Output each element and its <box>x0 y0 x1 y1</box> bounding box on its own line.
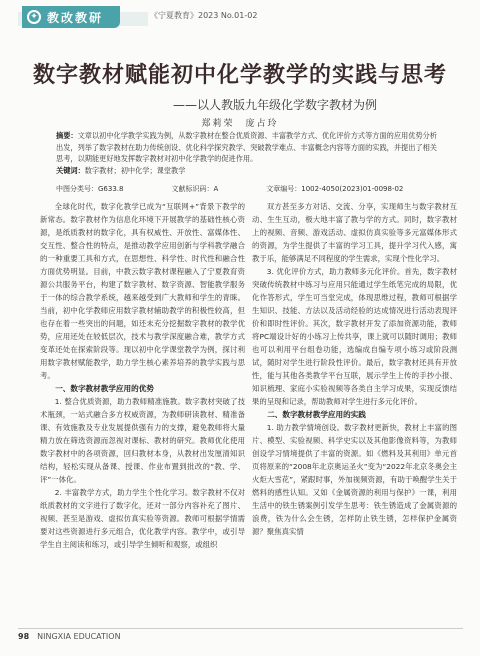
paragraph: 2. 丰富教学方式，助力学生个性化学习。数字教材不仅对纸质教材的文字进行了数字化，还对一部分内容补充了图片、视频、甚至是游戏、虚拟仿真实验等资源。教师可根据学情需要对这些资源进行多元组合，优化教学内容。教学中，或引导学生自主阅读和练习，或引导学生倾听和观察，或组织 <box>40 488 245 549</box>
journal-footer-name: NINGXIA EDUCATION <box>37 632 121 641</box>
page-number: 98 <box>18 632 30 641</box>
doc-code: 文献标识码：A <box>171 185 219 193</box>
section-heading: 二、数字教材教学应用的实践 <box>267 410 366 419</box>
abstract-label: 摘要： <box>56 131 78 140</box>
paragraph: 全球化时代，数字化教学已成为“互联网+”背景下教学的新常态。数字教材作为信息化环境下开展教学的基础性核心资源，是纸质教材的数字化，具有权威性、开放性、富媒体性、交互性、整合性的特点，是推动教学应用创新与学科教学融合的一种重要工具和方式，在思想性、科学性、时代性和融合性方面优势明显。目前，中教云数字教材课程融入了宁夏教育资源公共服务平台，构建了数字教材、数字资源、智能教学服务于一体的综合教学系统，越来越受到广大教师和学生的青睐。当前，初中化学教师应用数字教材辅助教学的积极性较高，但也存在着一些突出的问题，如还未充分挖掘数字教材的教学优势，应用还处在较低层次，技术与教学深度融合难，教学方式变革还处在探索阶段等。现以初中化学课堂教学为例，探讨利用数字教材赋能教学，助力学生核心素养培养的教学实践与思考。 <box>40 202 245 380</box>
page-footer <box>18 628 463 641</box>
body-column-right <box>252 200 457 538</box>
article-meta <box>56 184 441 194</box>
paragraph: 3. 优化评价方式，助力教师多元化评价。首先，数字教材突破传统教材中练习与应用只能通过学生纸笔完成的局限，优化作答形式，学生可当堂完成，体现思维过程，教师可根据学生知识、技能、方法以及活动经验的达成情况进行活动表现评价和即时性评价。其次，数字教材开发了添加资源功能，教师将PC端设计好的小练习上传共享，课上就可以随时调用；教师也可以利用平台组卷功能，选编成自编专项小练习或阶段测试，随时对学生进行阶段性评价。最后，数字教材还具有开放性，能与其他各类教学平台互联，展示学生上传的手抄小报、知识梳理、家庭小实验视频等各类自主学习成果，实现反馈结果的呈现和记录，帮助教师对学生进行多元化评价。 <box>252 267 457 406</box>
section-heading: 一、数字教材教学应用的优势 <box>55 384 154 393</box>
keywords-text: 数字教材；初中化学；课堂教学 <box>84 165 186 175</box>
keywords-label: 关键词： <box>56 165 85 175</box>
body-column-left <box>40 200 245 551</box>
article-subtitle: ——以人教版九年级化学数字教材为例 <box>172 98 377 112</box>
abstract-text: 文章以初中化学教学实践为例，从数字教材在整合优质资源、丰富教学方式、优化评价方式等方面的应用优势分析出发，列举了数字教材在助力传统创设、优化科学探究教学、突破教学难点、丰富概念内容等方面的实践，并提出了相关思考，以期能更好地发挥数字教材对初中化学教学的促进作用。 <box>56 131 437 163</box>
compass-icon: ✦ <box>27 10 41 24</box>
clc-number: 中图分类号：G633.8 <box>56 185 124 193</box>
paragraph: 1. 助力教学情境创设。数字教材更新快，教材上丰富的图片、模型、实验视频、科学史实以及其他影像资料等，为教师创设学习情境提供了丰富的资源。如《燃料及其利用》单元首页将原来的“2008年北京奥运圣火”变为“2022年北京冬奥会主火炬大雪花”，紧跟时事，外加视频资源，有助于唤醒学生关于燃料的感性认知。又如《金属资源的利用与保护》一课，利用生活中的铁生锈案例引发学生思考：铁生锈造成了金属资源的浪费，铁为什么会生锈，怎样防止铁生锈，怎样保护金属资源？聚焦真实情 <box>252 423 457 536</box>
section-label: 教改教研 <box>47 10 104 25</box>
article-id: 文章编号：1002-4050(2023)01-0098-02 <box>266 185 404 193</box>
journal-name: 《宁夏教育》2023 No.01-02 <box>150 11 258 20</box>
article-title: 数字教材赋能初中化学教学的实践与思考 <box>32 63 447 88</box>
abstract <box>56 130 441 176</box>
authors: 郑莉荣 庞占玲 <box>201 119 279 129</box>
section-badge <box>22 6 120 28</box>
paragraph: 双方甚至多方对话、交流、分享，实现师生与数字教材互动、生生互动，极大地丰富了教与学的方式。同时，数字教材上的视频、音频、游戏活动、虚拟仿真实验等多元富媒体形式的资源，为学生提供了丰富的学习工具，提升学习代入感，寓教于乐，能够满足不同程度的学生需求，实现个性化学习。 <box>252 202 457 263</box>
paragraph: 1. 整合优质资源，助力教师精准施教。数字教材突破了技术瓶颈，一站式融合多方权威资源，为教师研读教材、精准备课、有效施教及专业发展提供强有力的支撑，避免教师将大量精力放在筛选资源而忽视对课标、教材的研究。教师优化使用数字教材中的各项资源，回归教材本身，从教材出发厘清知识结构，轻松实现从备课、授课、作业布置到批改的“教、学、评”一体化。 <box>40 397 245 484</box>
page-header <box>0 0 480 36</box>
